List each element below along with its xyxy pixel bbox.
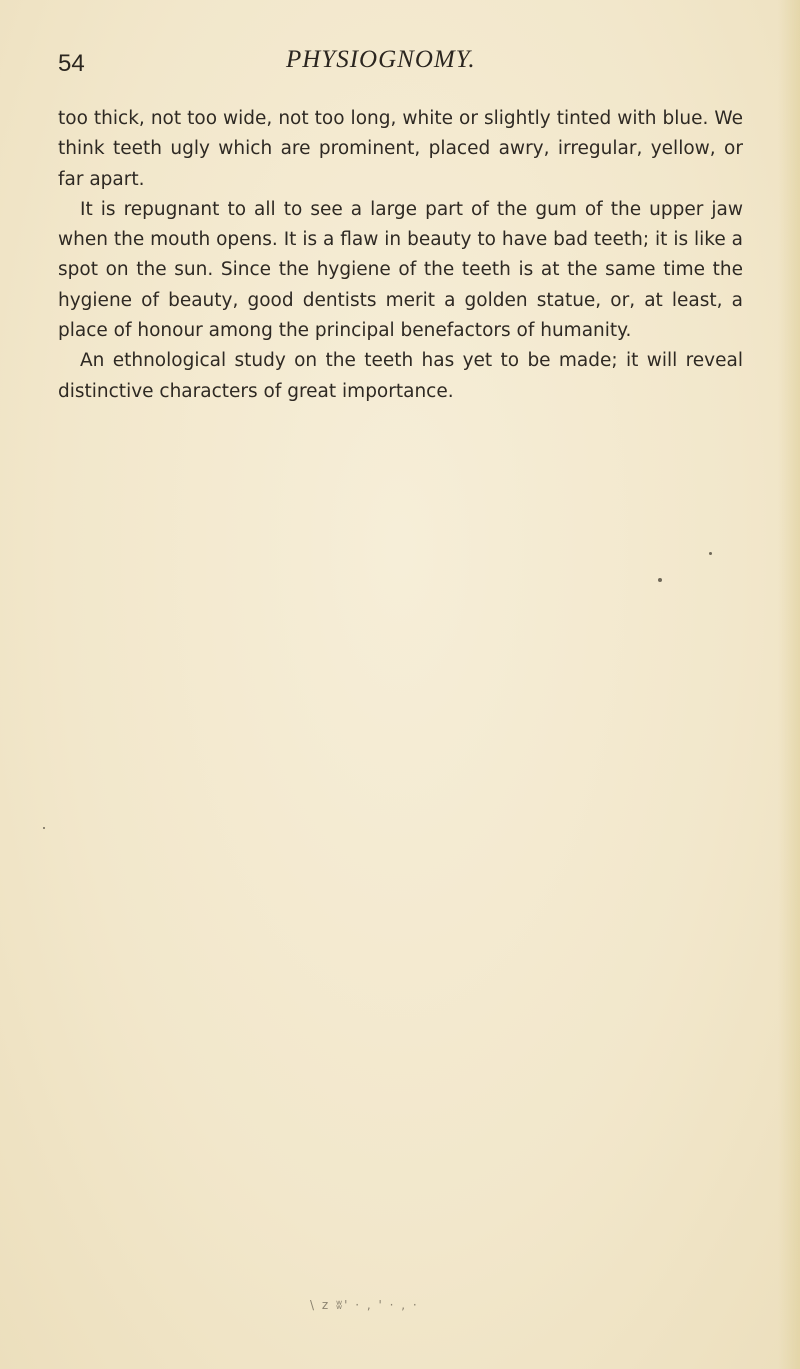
paper-speck: [658, 578, 662, 582]
paragraph-2: It is repugnant to all to see a large part of the gum of the upper jaw when the mouth opens. It is a flaw in beauty to have bad teeth; it is like a spot on the sun. Since the hygiene of the teeth is at the same time the hygiene of beauty, good dentists merit a golden statue, or, at least, a place of honour among the principal benefactors of humanity.: [58, 198, 743, 342]
paper-speck: [709, 552, 712, 555]
running-head: PHYSIOGNOMY.: [286, 46, 476, 73]
footer-marks: \ z ʬ' · , ' · , ·: [310, 1298, 419, 1312]
paper-speck: [43, 827, 45, 829]
paragraph-3: An ethnological study on the teeth has yet to be made; it will reveal distinctive characters of great importance.: [58, 350, 743, 402]
page-edge-shading: [778, 0, 800, 1369]
page-header: [58, 46, 738, 86]
body-text: [58, 104, 743, 407]
page-number: 54: [58, 50, 85, 77]
paragraph-1: too thick, not too wide, not too long, white or slightly tinted with blue. We think teeth ugly which are prominent, placed awry, irregular, yellow, or far apart.: [58, 108, 743, 190]
